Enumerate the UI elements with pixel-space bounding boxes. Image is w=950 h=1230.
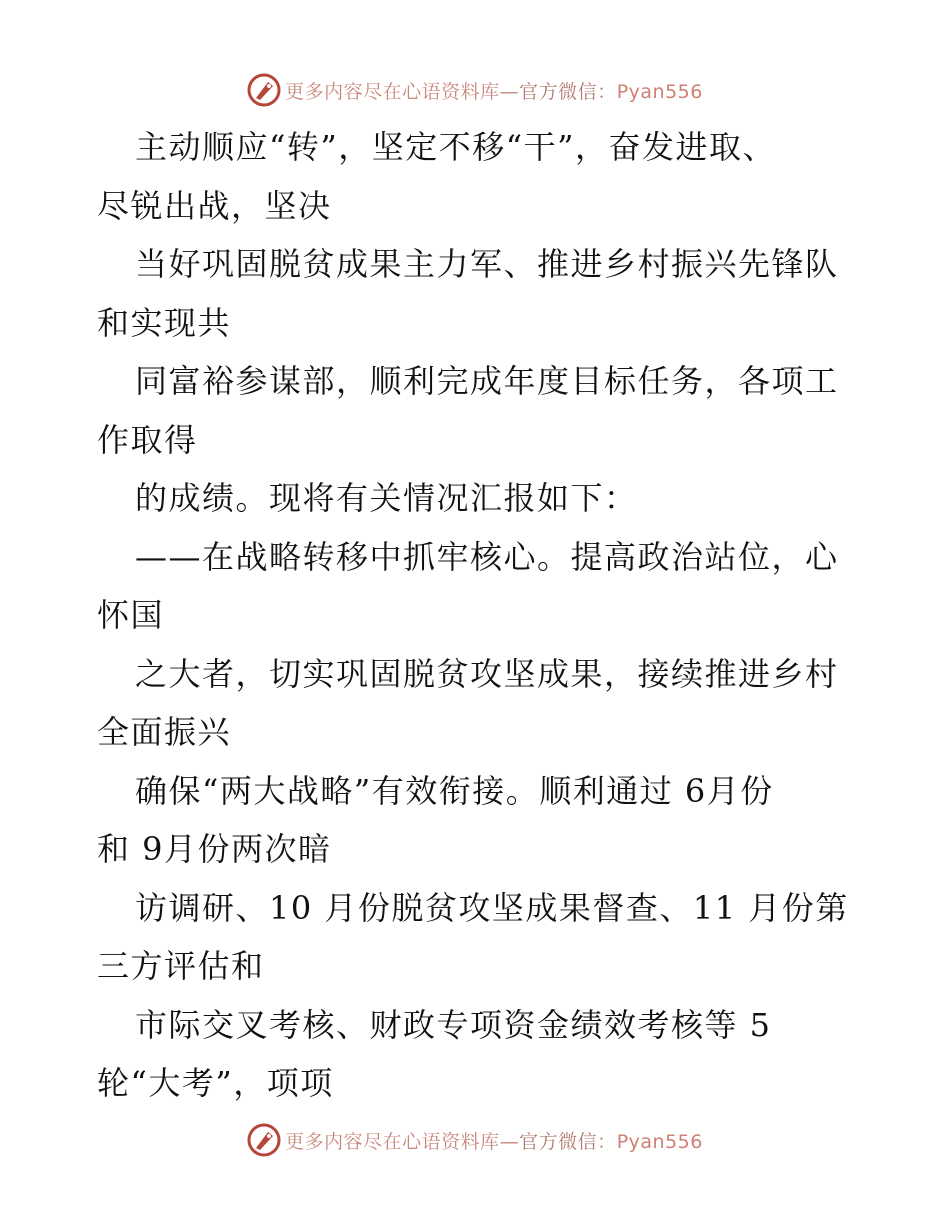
watermark-text	[285, 77, 703, 104]
watermark-text	[285, 1127, 703, 1154]
text-line: 当好巩固脱贫成果主力军、推进乡村振兴先锋队	[135, 245, 839, 283]
text-line: 主动顺应“转”，坚定不移“干”，奋发进取、	[135, 128, 776, 166]
header-watermark	[0, 70, 950, 110]
text-line: 轮“大考”，项项	[97, 1064, 334, 1102]
text-line: 和实现共	[97, 303, 232, 342]
text-line: 怀国	[97, 596, 165, 634]
document-body	[97, 118, 857, 1113]
text-line: 之大者，切实巩固脱贫攻坚成果，接续推进乡村	[135, 654, 839, 693]
watermark-brand: 更多内容尽在心语资料库	[285, 80, 500, 103]
text-line: 三方评估和	[97, 947, 265, 985]
text-line: ——在战略转移中抓牢核心。提高政治站位，心	[135, 537, 839, 576]
watermark-id: Pyan556	[616, 80, 703, 103]
text-line: 作取得	[97, 420, 198, 459]
text-line: 的成绩。现将有关情况汇报如下：	[135, 479, 638, 517]
watermark-brand: 更多内容尽在心语资料库	[285, 1130, 500, 1153]
footer-watermark	[0, 1120, 950, 1160]
pen-nib-logo-icon	[247, 73, 281, 107]
watermark-id: Pyan556	[616, 1130, 703, 1153]
text-line: 同富裕参谋部，顺利完成年度目标任务，各项工	[135, 362, 839, 400]
text-line: 确保“两大战略”有效衔接。顺利通过 6月份	[135, 771, 774, 810]
watermark-label: 官方微信：	[519, 1130, 617, 1153]
watermark-dash: —	[499, 80, 520, 103]
text-line: 全面振兴	[97, 713, 232, 751]
watermark-dash: —	[499, 1130, 520, 1153]
pen-nib-logo-icon	[247, 1123, 281, 1157]
watermark-label: 官方微信：	[519, 80, 617, 103]
text-line: 和 9月份两次暗	[97, 830, 332, 868]
text-line: 市际交叉考核、财政专项资金绩效考核等 5	[135, 1005, 772, 1044]
text-line: 尽锐出战，坚决	[97, 186, 332, 225]
text-line: 访调研、10 月份脱贫攻坚成果督查、11 月份第	[135, 888, 849, 927]
